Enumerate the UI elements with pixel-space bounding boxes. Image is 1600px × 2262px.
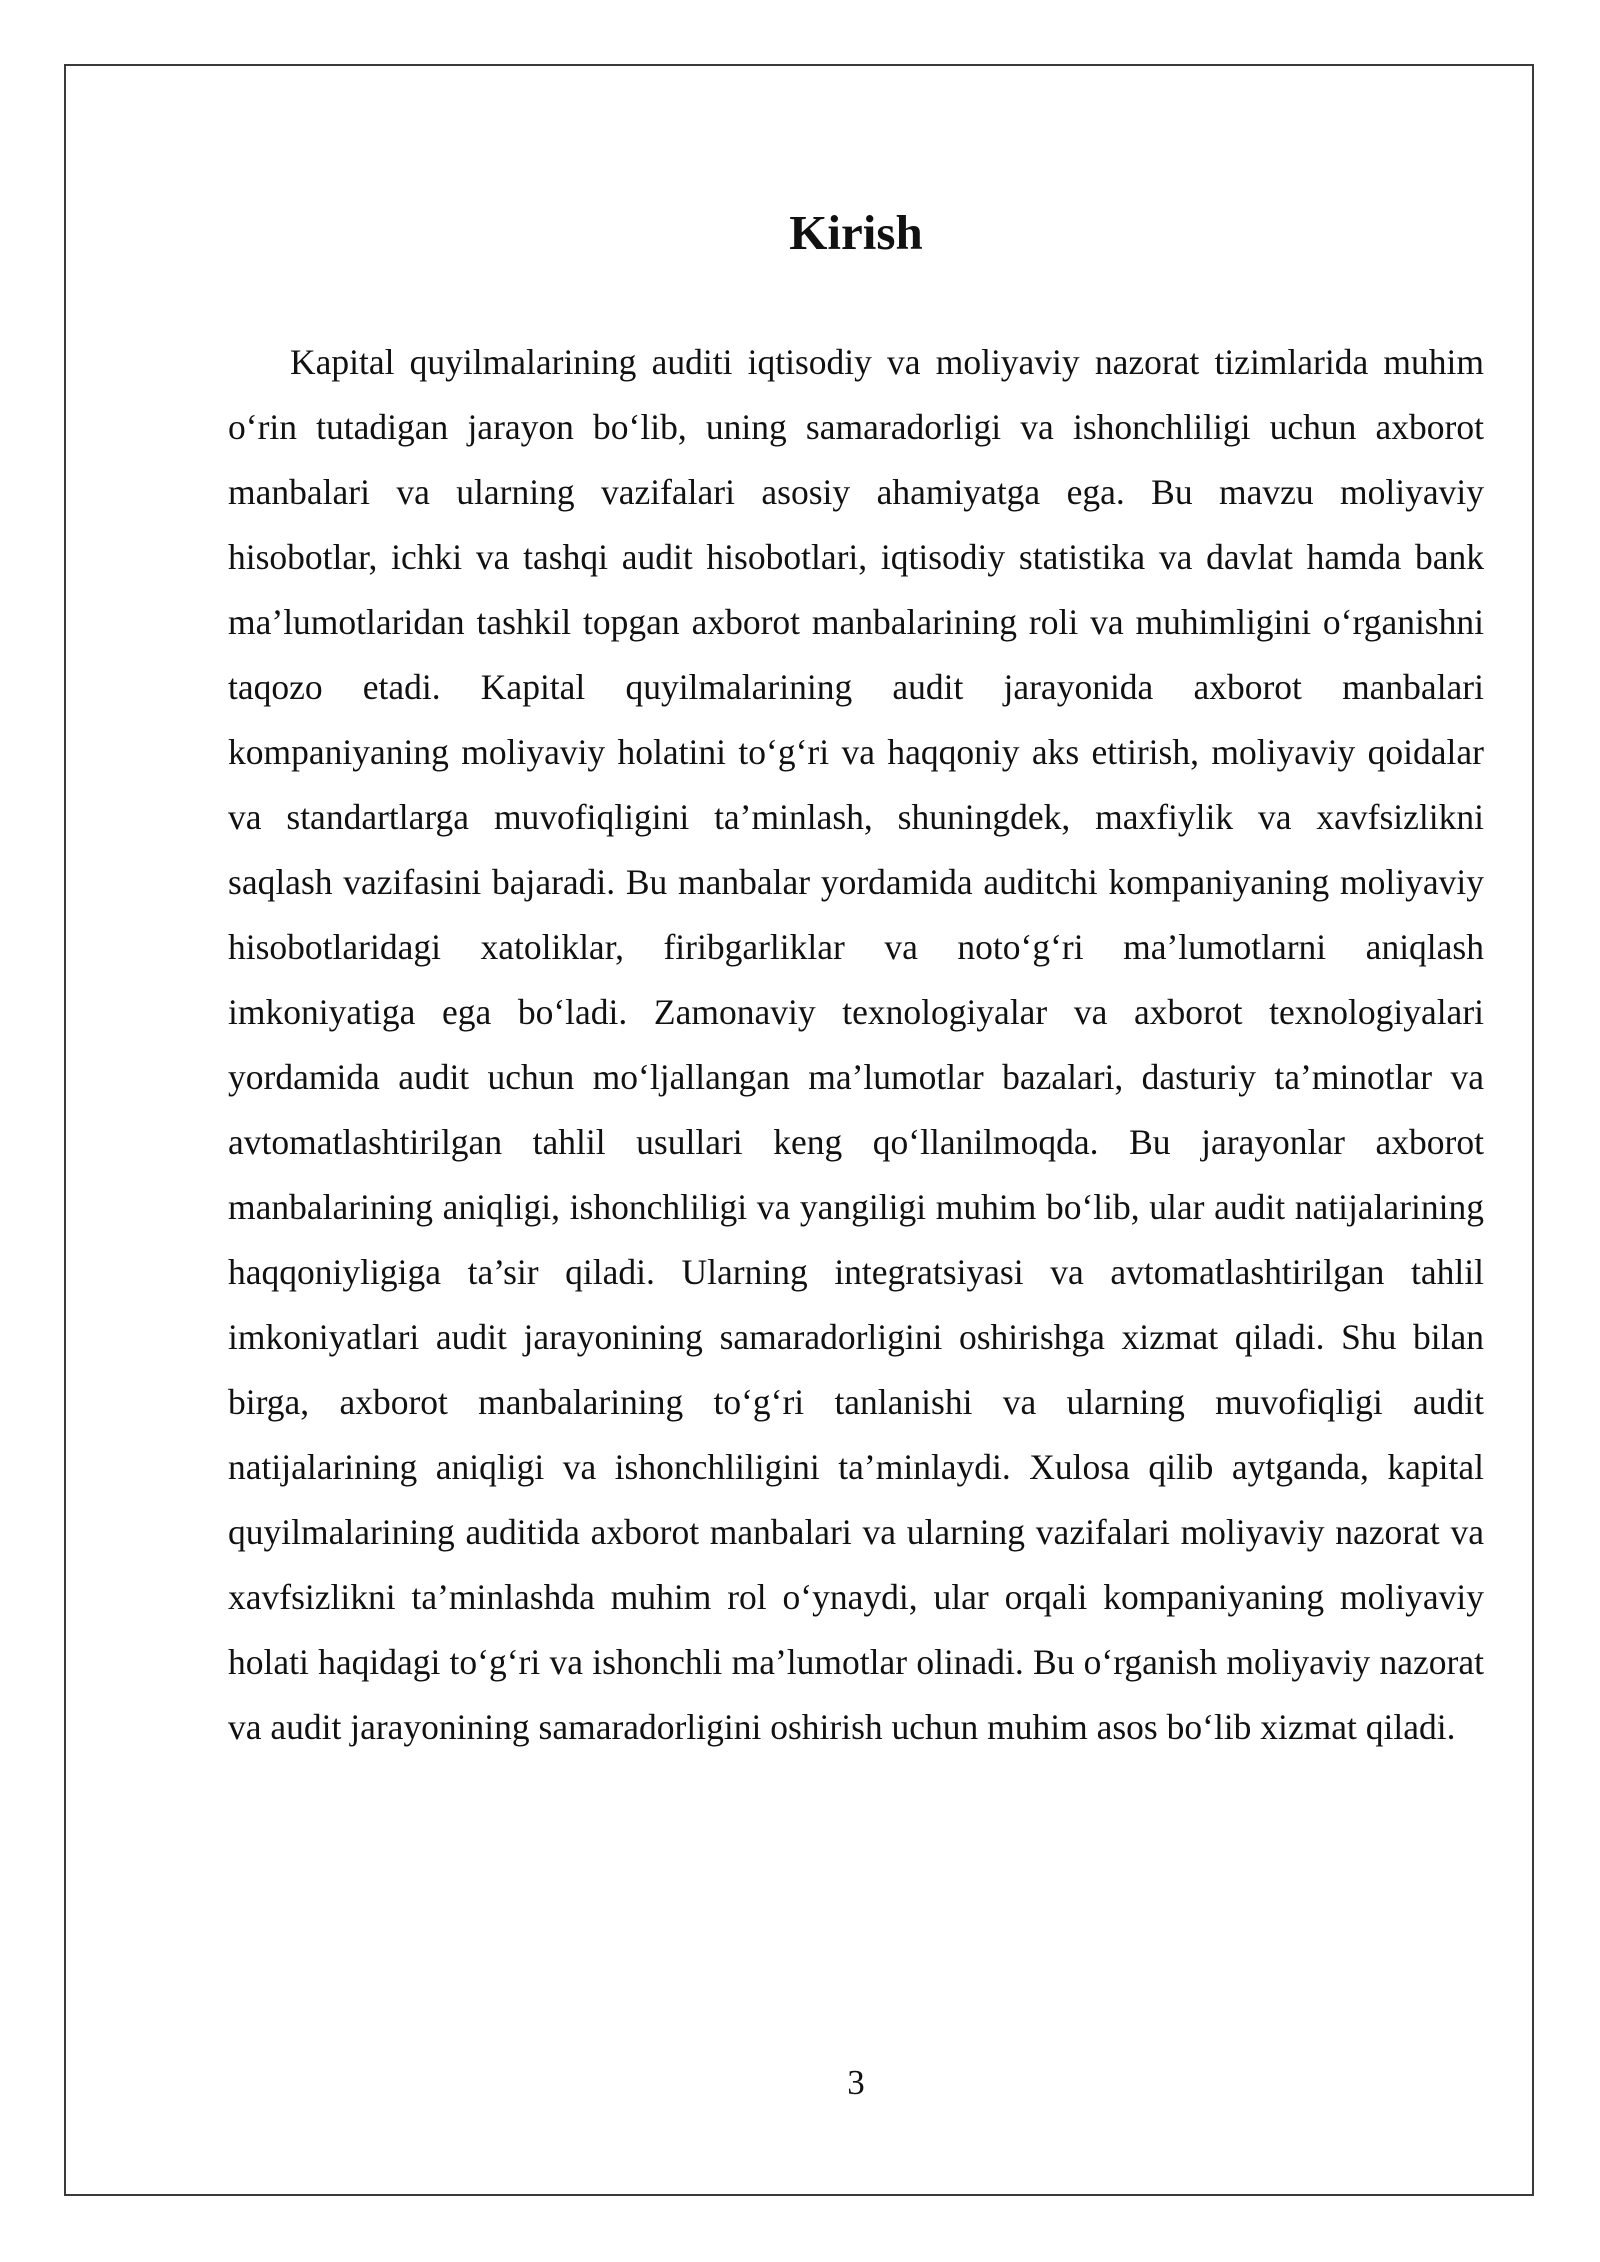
page-title: Kirish — [789, 205, 923, 260]
body-paragraph: Kapital quyilmalarining auditi iqtisodiy va moliyaviy nazorat tizimlarida muhim o‘rin tutadigan jarayon bo‘lib, uning samaradorligi va ishonchliligi uchun axborot manbalari va ularning vazifalari asosiy ahamiyatga ega. Bu mavzu moliyaviy hisobotlar, ichki va tashqi audit hisobotlari, iqtisodiy statistika va davlat hamda bank ma’lumotlaridan tashkil topgan axborot manbalarining roli va muhimligini o‘rganishni taqozo etadi. Kapital quyilmalarining audit jarayonida axborot manbalari kompaniyaning moliyaviy holatini to‘g‘ri va haqqoniy aks ettirish, moliyaviy qoidalar va standartlarga muvofiqligini ta’minlash, shuningdek, maxfiylik va xavfsizlikni saqlash vazifasini bajaradi. Bu manbalar yordamida auditchi kompaniyaning moliyaviy hisobotlaridagi xatoliklar, firibgarliklar va noto‘g‘ri ma’lumotlarni aniqlash imkoniyatiga ega bo‘ladi. Zamonaviy texnologiyalar va axborot texnologiyalari yordamida audit uchun mo‘ljallangan ma’lumotlar bazalari, dasturiy ta’minotlar va avtomatlashtirilgan tahlil usullari keng qo‘llanilmoqda. Bu jarayonlar axborot manbalarining aniqligi, ishonchliligi va yangiligi muhim bo‘lib, ular audit natijalarining haqqoniyligiga ta’sir qiladi. Ularning integratsiyasi va avtomatlashtirilgan tahlil imkoniyatlari audit jarayonining samaradorligini oshirishga xizmat qiladi. Shu bilan birga, axborot manbalarining to‘g‘ri tanlanishi va ularning muvofiqligi audit natijalarining aniqligi va ishonchliligini ta’minlaydi. Xulosa qilib aytganda, kapital quyilmalarining auditida axborot manbalari va ularning vazifalari moliyaviy nazorat va xavfsizlikni ta’minlashda muhim rol o‘ynaydi, ular orqali kompaniyaning moliyaviy holati haqidagi to‘g‘ri va ishonchli ma’lumotlar olinadi. Bu o‘rganish moliyaviy nazorat va audit jarayonining samaradorligini oshirish uchun muhim asos bo‘lib xizmat qiladi. — [228, 342, 1484, 1747]
page-number: 3 — [847, 2063, 865, 2102]
